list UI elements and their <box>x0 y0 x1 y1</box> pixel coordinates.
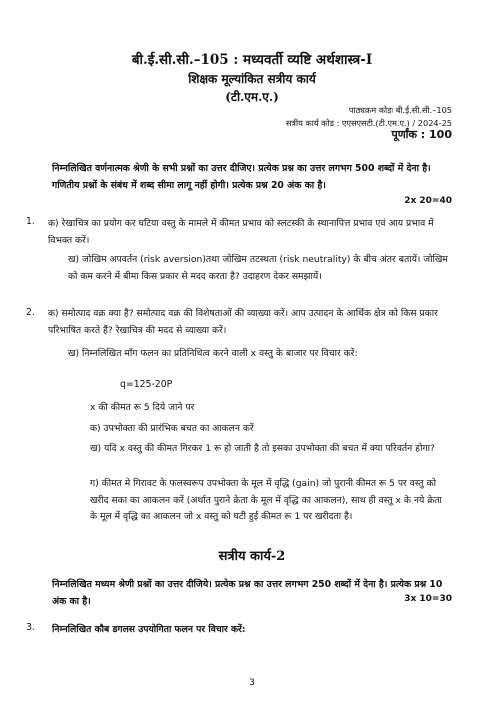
assignment-code: सत्रीय कार्य कोड : एएसएसटी.(टी.एम.ए.) / 2024-25 <box>285 118 452 128</box>
tma-label: (टी.एम.ए.) <box>225 90 279 104</box>
section-2-title: सत्रीय कार्य-2 <box>218 549 286 564</box>
question-2-number: 2. <box>26 307 35 318</box>
course-code: पाठ्यक्रम कोडः बी.ई.सी.सी.–105 <box>348 105 452 115</box>
document-title: बी.ई.सी.सी.–105 : मध्यवर्ती व्यष्टि अर्थशास्त्र-I <box>131 52 373 68</box>
question-1b: ख) जोखिम अपवर्तन (risk aversion)तथा जोखिम तटस्थता (risk neutrality) के बीच अंतर बतायें। जोखिम को कम करने में बीमा किस प्रकार से मदद करता है? उदाहरण देकर समझायें। <box>68 254 448 282</box>
price-given: x की कीमत रू 5 दिये जाने पर <box>90 402 195 413</box>
question-3-number: 3. <box>26 622 35 633</box>
question-3: निम्नलिखित कौब डगलस उपयोगिता फलन पर विचार करें: <box>52 624 246 635</box>
max-marks: पूर्णांक : 100 <box>391 128 452 141</box>
instructions-section-1 <box>52 160 457 194</box>
instructions-section-2: निम्नलिखित मध्यम श्रेणी प्रश्नों का उत्तर दीजिये। प्रत्येक प्रश्न का उत्तर लगभग 250 शब्दों में देना है। प्रत्येक प्रश्न 10 अंक का है। <box>52 579 443 607</box>
question-2b-part-b: ख) यदि x वस्तु की कीमत गिरकर 1 रू हो जाती है तो इसका उपभोक्ता की बचत में क्या परिवर्तन होगा? <box>90 443 435 454</box>
question-2b-part-c: ग) कीमत मे गिरावट के फलस्वरूप उपभोक्ता के मूल में वृद्धि (gain) जो पुरानी कीमत रू 5 पर वस्तु को खरीद सका का आकलन करें (अर्थात पुराने क्रेता के मूल में वृद्धि का आकलन), साथ ही वस्तु x के नये क्रेता के मूल में वृद्धि का आकलन जो x वस्तु को घटी हुई कीमत रू 1 पर खरीदता है। <box>90 478 442 522</box>
question-2a: क) समोत्पाद वक्र क्या है? समोत्पाद वक्र की विशेषताओं की व्याख्या करें। आप उत्पादन के आर्थिक क्षेत्र को किस प्रकार परिभाषित करते हैं? रेखाचित्र की मदद से व्याख्या करें। <box>48 308 438 336</box>
demand-equation: q=125-20P <box>120 379 173 390</box>
question-1-number: 1. <box>26 216 35 227</box>
question-2b: ख) निम्नलिखित माँग फलन का प्रतिनिधित्व करने वाली x वस्तु के बाजार पर विचार करें: <box>68 348 358 359</box>
question-1a: क) रेखाचित्र का प्रयोग कर घटिया वस्तु के मामले में कीमत प्रभाव को स्लटस्की के स्थानापित्त प्रभाव एवं आय प्रभाव में विभक्त करें। <box>48 218 434 246</box>
section-2-marks: 3x 10=30 <box>404 594 452 604</box>
question-2b-part-a: क) उपभोक्ता की प्रारंभिक बचत का आकलन करें <box>90 423 254 434</box>
section-1-marks: 2x 20=40 <box>404 196 452 206</box>
instructions-text: निम्नलिखित वर्णनात्मक श्रेणी के सभी प्रश्नों का उत्तर दीजिए। प्रत्येक प्रश्न का उत्तर लगभग 500 शब्दों में देना है। गणितीय प्रश्नों के संबंध में शब्द सीमा लागू नहीं होगी। प्रत्येक प्रश्न 20 अंक का है। <box>52 163 431 191</box>
document-subtitle: शिक्षक मूल्यांकित सत्रीय कार्य <box>188 72 316 86</box>
page-number: 3 <box>249 678 255 688</box>
